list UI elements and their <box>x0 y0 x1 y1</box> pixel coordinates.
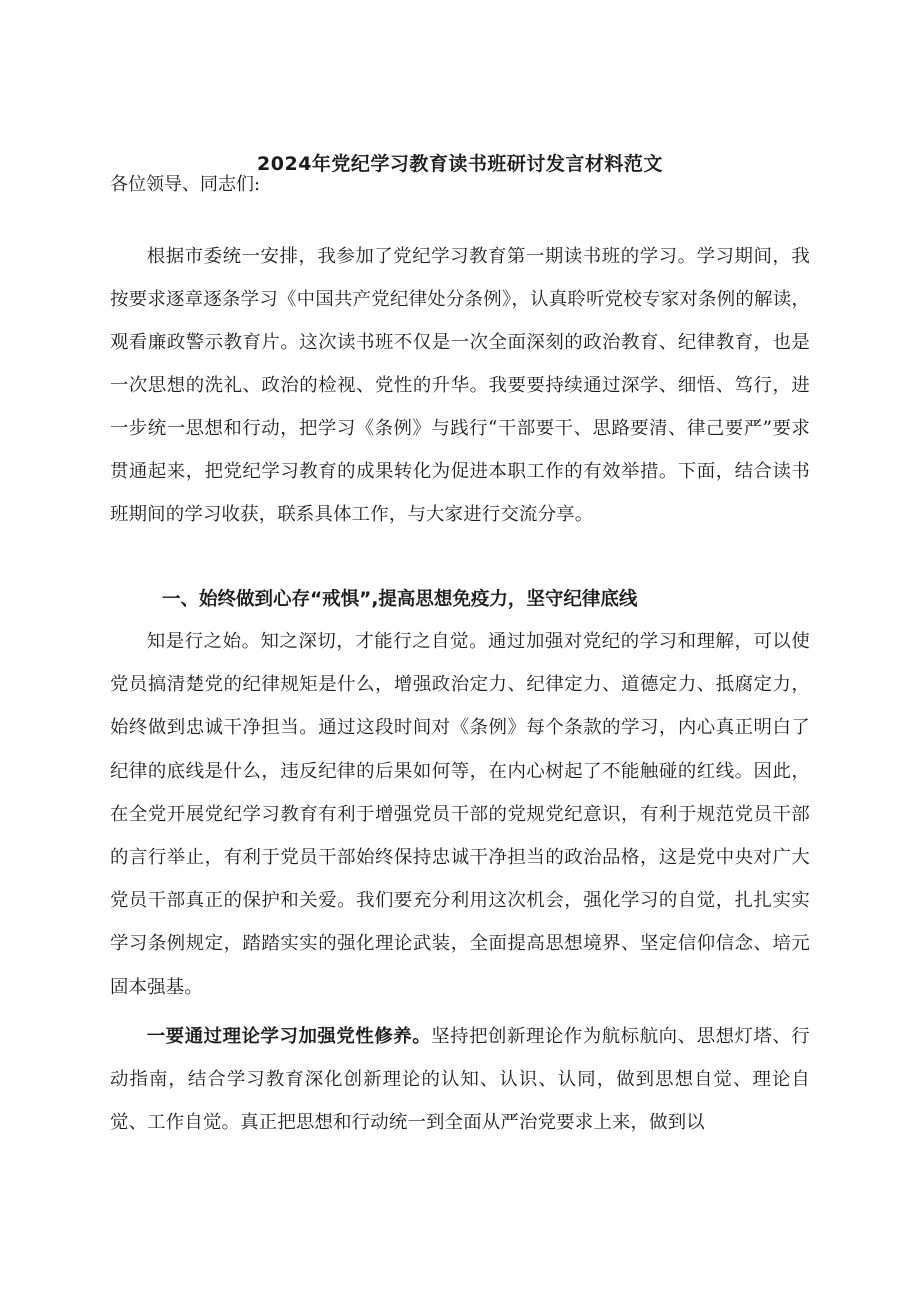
paragraph-point-1 <box>110 1015 810 1144</box>
document-title: 2024年党纪学习教育读书班研讨发言材料范文 <box>257 153 663 175</box>
paragraph-intro: 根据市委统一安排，我参加了党纪学习教育第一期读书班的学习。学习期间，我按要求逐章逐条学习《中国共产党纪律处分条例》，认真聆听党校专家对条例的解读，观看廉政警示教育片。这次读书班不仅是一次全面深刻的政治教育、纪律教育，也是一次思想的洗礼、政治的检视、党性的升华。我要要持续通过深学、细悟、笃行，进一步统一思想和行动，把学习《条例》与践行“干部要干、思路要清、律己要严”要求贯通起来，把党纪学习教育的成果转化为促进本职工作的有效举措。下面，结合读书班期间的学习收获，联系具体工作，与大家进行交流分享。 <box>110 246 810 525</box>
section-heading-1: 一、始终做到心存“戒惧”,提高思想免疫力，坚守纪律底线 <box>162 589 638 610</box>
paragraph-point-1-body: 坚持把创新理论作为航标航向、思想灯塔、行动指南，结合学习教育深化创新理论的认知、认识、认同，做到思想自觉、理论自觉、工作自觉。真正把思想和行动统一到全面从严治党要求上来，做到以 <box>110 1026 810 1133</box>
paragraph-point-1-lead: 一要通过理论学习加强党性修养。 <box>146 1026 432 1047</box>
salutation: 各位领导、同志们: <box>110 174 261 195</box>
paragraph-section-1: 知是行之始。知之深切，才能行之自觉。通过加强对党纪的学习和理解，可以使党员搞清楚党的纪律规矩是什么，增强政治定力、纪律定力、道德定力、抵腐定力，始终做到忠诚干净担当。通过这段时间对《条例》每个条款的学习，内心真正明白了纪律的底线是什么，违反纪律的后果如何等，在内心树起了不能触碰的红线。因此，在全党开展党纪学习教育有利于增强党员干部的党规党纪意识，有利于规范党员干部的言行举止，有利于党员干部始终保持忠诚干净担当的政治品格，这是党中央对广大党员干部真正的保护和关爱。我们要充分利用这次机会，强化学习的自觉，扎扎实实学习条例规定，踏踏实实的强化理论武装，全面提高思想境界、坚定信仰信念、培元固本强基。 <box>110 631 810 998</box>
